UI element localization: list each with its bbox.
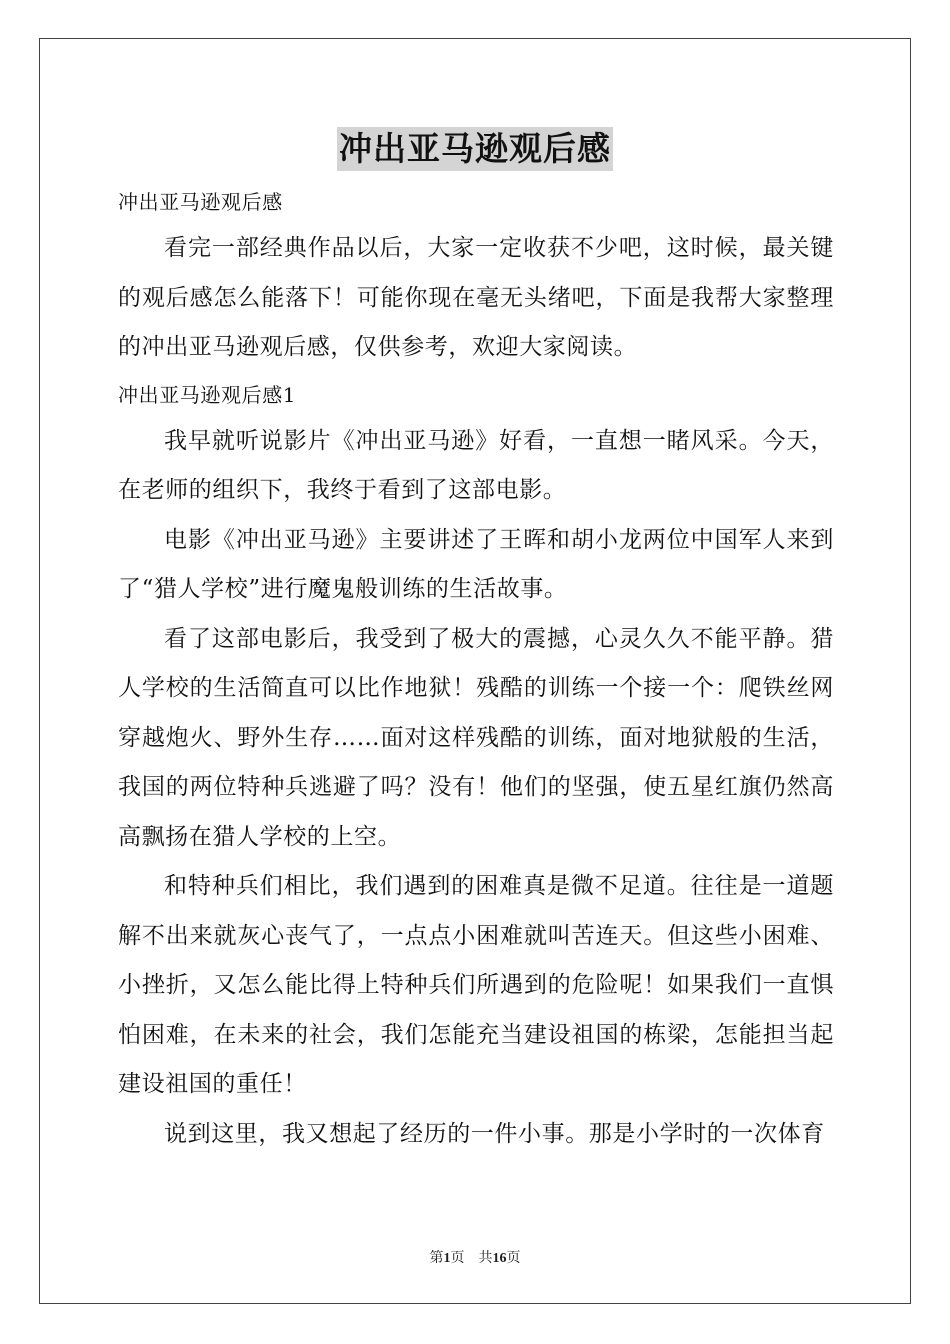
page-suffix: 页: [450, 1251, 465, 1266]
document-subtitle: 冲出亚马逊观后感: [118, 190, 283, 214]
document-title: 冲出亚马逊观后感: [337, 127, 613, 171]
body-paragraph-2: 电影《冲出亚马逊》主要讲述了王晖和胡小龙两位中国军人来到了“猎人学校”进行魔鬼般训练的生活故事。: [118, 526, 834, 602]
title-container: [0, 127, 950, 171]
section-heading: 冲出亚马逊观后感1: [118, 382, 297, 407]
total-prefix: 共: [478, 1251, 493, 1266]
document-body: [118, 180, 834, 1159]
page-footer: [0, 1247, 950, 1267]
intro-paragraph: 看完一部经典作品以后，大家一定收获不少吧，这时候，最关键的观后感怎么能落下！可能你现在毫无头绪吧，下面是我帮大家整理的冲出亚马逊观后感，仅供参考，欢迎大家阅读。: [118, 235, 834, 360]
body-paragraph-4: 和特种兵们相比，我们遇到的困难真是微不足道。往往是一道题解不出来就灰心丧气了，一点点小困难就叫苦连天。但这些小困难、小挫折，又怎么能比得上特种兵们所遇到的危险呢！如果我们一直惧怕困难，在未来的社会，我们怎能充当建设祖国的栋梁，怎能担当起建设祖国的重任！: [118, 873, 834, 1097]
page-prefix: 第: [429, 1251, 444, 1266]
body-paragraph-5: 说到这里，我又想起了经历的一件小事。那是小学时的一次体育: [164, 1120, 825, 1147]
body-paragraph-1: 我早就听说影片《冲出亚马逊》好看，一直想一睹风采。今天，在老师的组织下，我终于看到了这部电影。: [118, 427, 834, 503]
total-suffix: 页: [506, 1251, 521, 1266]
total-page-count: 16: [492, 1251, 507, 1266]
body-paragraph-3: 看了这部电影后，我受到了极大的震撼，心灵久久不能平静。猎人学校的生活简直可以比作地狱！残酷的训练一个接一个：爬铁丝网穿越炮火、野外生存……面对这样残酷的训练，面对地狱般的生活，我国的两位特种兵逃避了吗？没有！他们的坚强，使五星红旗仍然高高飘扬在猎人学校的上空。: [118, 625, 834, 850]
current-page-number: 1: [443, 1251, 451, 1266]
